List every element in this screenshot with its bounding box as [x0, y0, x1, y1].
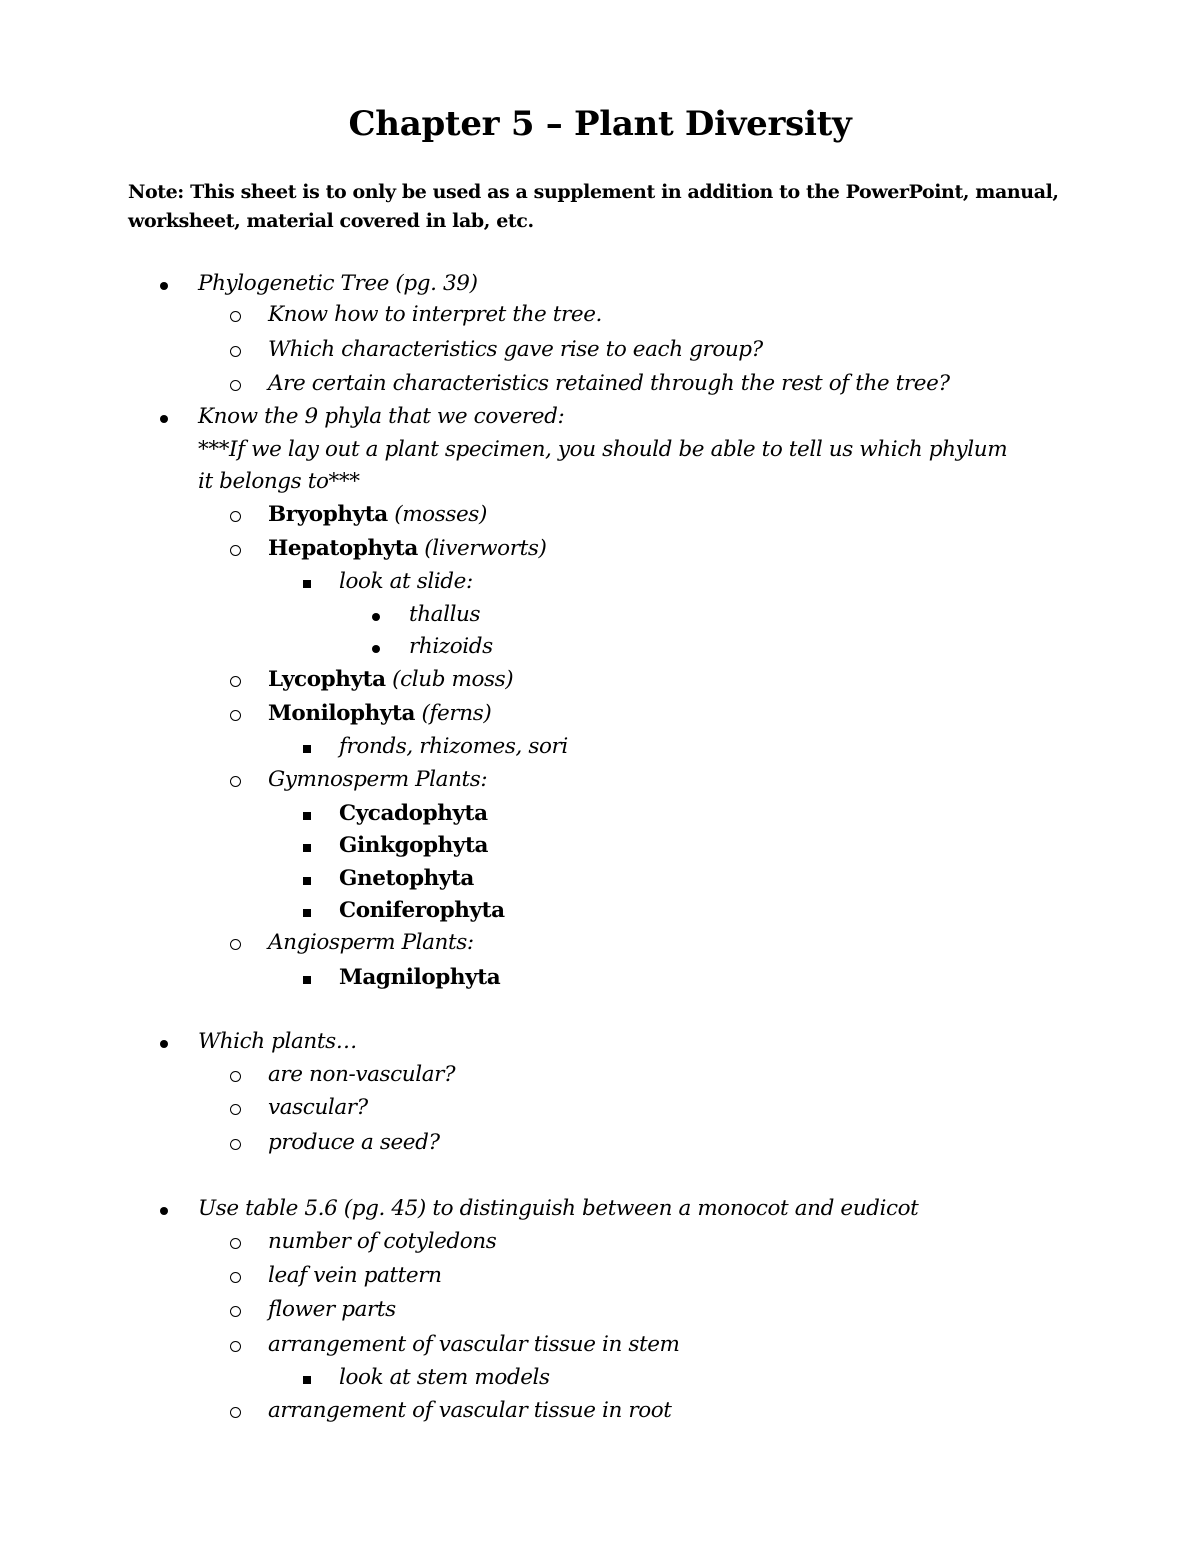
note-paragraph: Note: This sheet is to only be used as a supplement in addition to the PowerPoint, manual, worksheet, material covered in lab, etc. [128, 181, 1059, 232]
bullet-dot [160, 1025, 168, 1059]
list-item: Lycophyta (club moss) [0, 663, 1200, 697]
list-item: are non-vascular? [0, 1058, 1200, 1092]
bullet-circle [230, 926, 241, 961]
list-item: Use table 5.6 (pg. 45) to distinguish between a monocot and eudicot [0, 1192, 1200, 1226]
list-item: fronds, rhizomes, sori [0, 730, 1200, 764]
list-item: Which plants… [0, 1025, 1200, 1059]
list-item: Phylogenetic Tree (pg. 39) [0, 267, 1200, 301]
list-item: Gymnosperm Plants: [0, 763, 1200, 797]
list-item: arrangement of vascular tissue in stem [0, 1328, 1200, 1362]
list-item: flower parts [0, 1293, 1200, 1327]
list-item: vascular? [0, 1091, 1200, 1125]
bullet-circle [230, 367, 241, 402]
list-item: arrangement of vascular tissue in root [0, 1394, 1200, 1428]
list-item: look at stem models [0, 1361, 1200, 1395]
bullet-dot [160, 400, 168, 434]
list-item [0, 829, 1200, 863]
bullet-circle [230, 1259, 241, 1294]
list-item: Monilophyta (ferns) [0, 697, 1200, 731]
bullet-dot [160, 267, 168, 301]
bullet-dot [160, 1192, 168, 1226]
list-item [0, 797, 1200, 831]
list-item: number of cotyledons [0, 1225, 1200, 1259]
list-item: Bryophyta (mosses) [0, 498, 1200, 532]
phylum-name: Ginkgophyta [339, 833, 489, 858]
bullet-square [303, 565, 311, 599]
list-item: Know how to interpret the tree. [0, 298, 1200, 332]
list-item [0, 961, 1200, 995]
phylum-name: Gnetophyta [339, 866, 474, 891]
list-item-continuation: ***If we lay out a plant specimen, you should be able to tell us which phylum [198, 437, 1008, 462]
bullet-circle [230, 663, 241, 698]
bullet-circle [230, 333, 241, 368]
list-item: produce a seed? [0, 1126, 1200, 1160]
bullet-circle [230, 1293, 241, 1328]
bullet-circle [230, 532, 241, 567]
phylum-name: Bryophyta [268, 502, 388, 527]
phylum-name: Hepatophyta [268, 536, 418, 561]
list-item: thallus [0, 598, 1200, 632]
bullet-circle [230, 1225, 241, 1260]
list-item: rhizoids [0, 630, 1200, 664]
list-item: leaf vein pattern [0, 1259, 1200, 1293]
bullet-square [303, 894, 311, 928]
bullet-circle [230, 1058, 241, 1093]
list-item: Are certain characteristics retained through the rest of the tree? [0, 367, 1200, 401]
bullet-dot [372, 630, 380, 664]
bullet-circle [230, 697, 241, 732]
page-title: Chapter 5 – Plant Diversity [348, 104, 852, 144]
phylum-name: Coniferophyta [339, 898, 505, 923]
bullet-square [303, 797, 311, 831]
list-item: Angiosperm Plants: [0, 926, 1200, 960]
bullet-circle [230, 1091, 241, 1126]
bullet-square [303, 862, 311, 896]
bullet-circle [230, 298, 241, 333]
list-item [0, 862, 1200, 896]
bullet-dot [372, 598, 380, 632]
list-item: Which characteristics gave rise to each group? [0, 333, 1200, 367]
phylum-name: Monilophyta [268, 701, 416, 726]
phylum-name: Lycophyta [268, 667, 386, 692]
list-item: look at slide: [0, 565, 1200, 599]
bullet-circle [230, 1394, 241, 1429]
phylum-name: Cycadophyta [339, 801, 488, 826]
bullet-circle [230, 1126, 241, 1161]
bullet-circle [230, 763, 241, 798]
list-item-continuation: it belongs to*** [198, 469, 360, 494]
list-item [0, 894, 1200, 928]
phylum-name: Magnilophyta [339, 965, 501, 990]
bullet-square [303, 829, 311, 863]
bullet-square [303, 730, 311, 764]
list-item: Know the 9 phyla that we covered: [0, 400, 1200, 434]
bullet-circle [230, 498, 241, 533]
bullet-circle [230, 1328, 241, 1363]
list-item: Hepatophyta (liverworts) [0, 532, 1200, 566]
bullet-square [303, 961, 311, 995]
bullet-square [303, 1361, 311, 1395]
